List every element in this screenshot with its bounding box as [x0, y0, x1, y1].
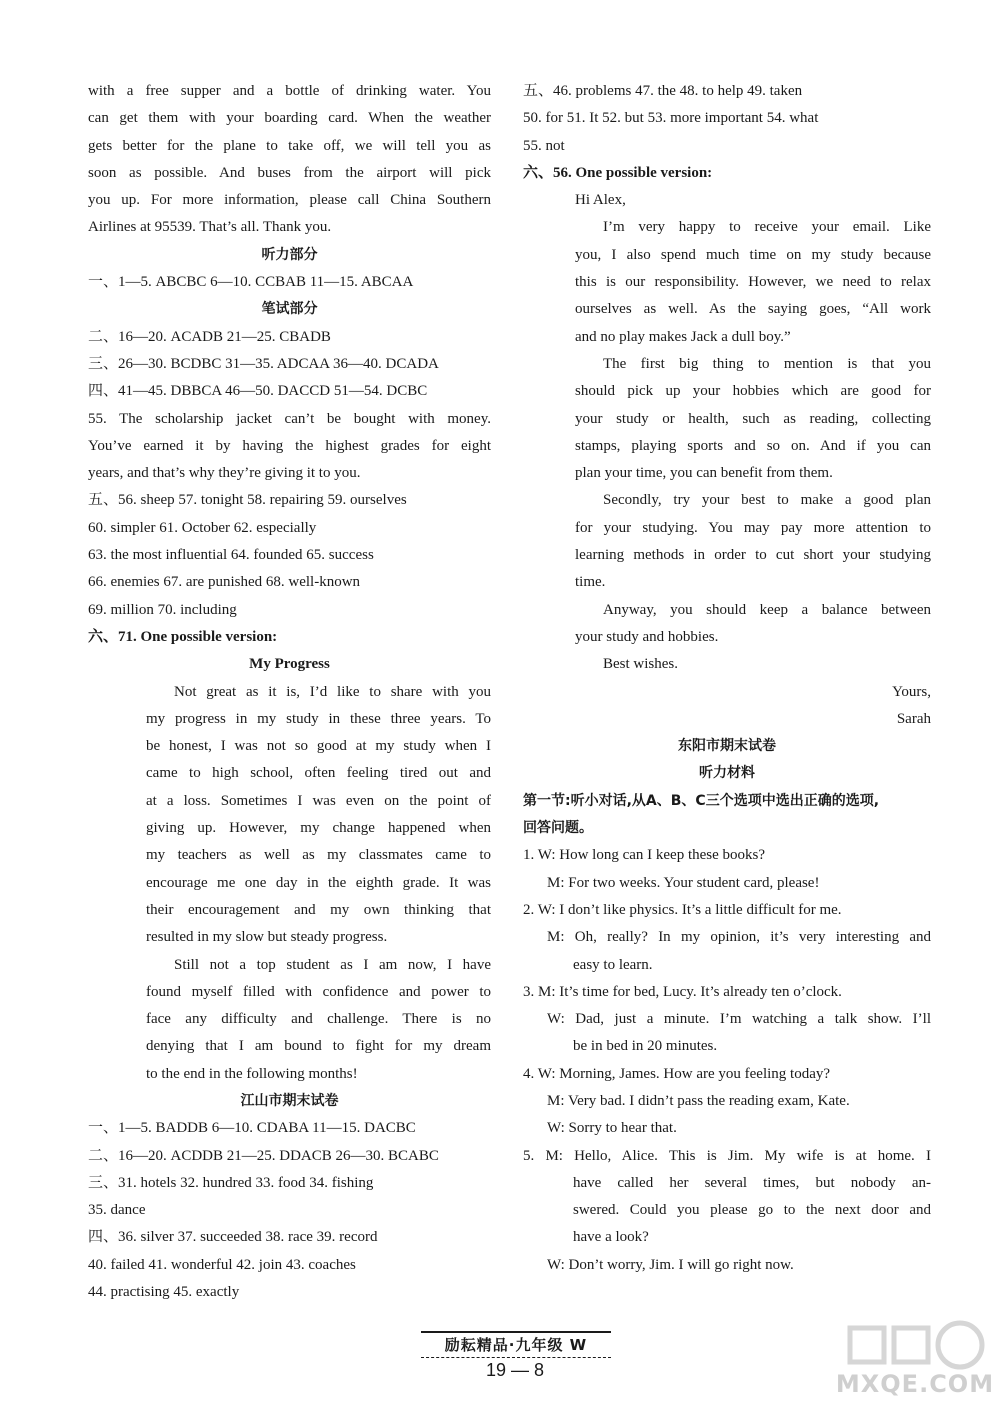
left-line: 69. million 70. including: [88, 601, 237, 618]
right-line: plan your time, you can benefit from them.: [575, 465, 833, 482]
right-line: Hi Alex,: [575, 192, 626, 209]
right-line: 5. M: Hello, Alice. This is Jim. My wife is at home. I: [523, 1147, 931, 1164]
right-line: The first big thing to mention is that you: [603, 355, 931, 372]
left-line: 江山市期末试卷: [240, 1092, 339, 1109]
left-line: 35. dance: [88, 1202, 146, 1219]
right-line: M: Very bad. I didn’t pass the reading exam, Kate.: [547, 1092, 850, 1109]
right-line: 听力材料: [699, 765, 755, 782]
left-line: 三、26—30. BCDBC 31—35. ADCAA 36—40. DCADA: [88, 355, 439, 372]
left-line: to the end in the following months!: [146, 1065, 358, 1082]
left-line: 60. simpler 61. October 62. especially: [88, 519, 317, 536]
left-line: 一、1—5. BADDB 6—10. CDABA 11—15. DACBC: [88, 1120, 416, 1137]
right-line: Anyway, you should keep a balance between: [603, 601, 931, 618]
right-line: W: Sorry to hear that.: [547, 1120, 677, 1137]
left-line: 66. enemies 67. are punished 68. well-known: [88, 574, 361, 591]
right-line: 3. M: It’s time for bed, Lucy. It’s already ten o’clock.: [523, 983, 842, 1000]
right-line: easy to learn.: [573, 956, 653, 973]
left-line: denying that I am bound to fight for my dream: [146, 1038, 491, 1055]
right-line: 东阳市期末试卷: [678, 738, 776, 755]
book-series-title: 励耘精品·九年级 W: [421, 1331, 611, 1358]
left-line: 笔试部分: [261, 301, 318, 318]
left-line: 55. The scholarship jacket can’t be bought with money.: [88, 410, 491, 427]
watermark-text: MXQE.COM: [835, 1370, 995, 1398]
right-line: Yours,: [892, 683, 931, 700]
left-line: soon as possible. And buses from the airport will pick: [88, 164, 491, 181]
right-line: 4. W: Morning, James. How are you feeling today?: [523, 1065, 831, 1082]
left-line: their encouragement and my own thinking that: [146, 901, 491, 918]
right-line: 55. not: [523, 137, 565, 154]
right-line: 五、46. problems 47. the 48. to help 49. taken: [523, 83, 803, 99]
left-line: at a loss. Sometimes I was even on the point of: [146, 792, 491, 809]
left-line: can get them with your boarding card. When the weather: [88, 110, 491, 127]
left-line: 四、36. silver 37. succeeded 38. race 39. record: [88, 1229, 378, 1246]
right-line: Secondly, try your best to make a good plan: [603, 492, 931, 509]
left-line: 五、56. sheep 57. tonight 58. repairing 59. ourselves: [88, 492, 407, 509]
right-line: W: Dad, just a minute. I’m watching a talk show. I’ll: [547, 1011, 931, 1028]
right-line: ourselves as well. As the saying goes, “All work: [575, 301, 931, 318]
watermark: [830, 1320, 1000, 1405]
right-line: your study and hobbies.: [575, 628, 719, 645]
left-line: 二、16—20. ACDDB 21—25. DDACB 26—30. BCABC: [88, 1147, 439, 1164]
right-line: your study or health, such as reading, collecting: [575, 410, 931, 427]
right-line: learning methods in order to cut short your studying: [575, 547, 931, 564]
right-line: 2. W: I don’t like physics. It’s a little difficult for me.: [523, 901, 842, 918]
left-line: gets better for the plane to take off, we will tell you as: [88, 137, 491, 154]
left-line: 六、71. One possible version:: [88, 628, 278, 645]
right-line: I’m very happy to receive your email. Like: [603, 219, 931, 236]
left-line: face any difficulty and challenge. There is no: [146, 1011, 491, 1028]
left-line: 44. practising 45. exactly: [88, 1284, 240, 1301]
right-line: should pick up your hobbies which are good for: [575, 383, 931, 400]
left-line: my progress in my study in these three years. To: [146, 710, 491, 727]
page-number: 19 — 8: [485, 1360, 545, 1380]
right-line: you, I also spend much time on my study because: [575, 246, 931, 263]
left-line: years, and that’s why they’re giving it to you.: [88, 465, 361, 482]
left-line: 三、31. hotels 32. hundred 33. food 34. fishing: [88, 1174, 374, 1191]
left-line: My Progress: [249, 656, 330, 673]
right-line: 1. W: How long can I keep these books?: [523, 847, 766, 864]
right-line: have called her several times, but nobody an-: [573, 1174, 931, 1191]
right-line: Sarah: [896, 710, 931, 727]
left-line: 听力部分: [261, 246, 318, 263]
left-line: 二、16—20. ACADB 21—25. CBADB: [88, 328, 331, 345]
right-line: swered. Could you please go to the next door and: [573, 1202, 931, 1219]
right-column: [523, 78, 931, 1279]
left-line: encourage me one day in the eighth grade. It was: [146, 874, 491, 891]
left-line: Not great as it is, I’d like to share with you: [174, 683, 491, 700]
right-line: 六、56. One possible version:: [523, 164, 713, 181]
right-line: W: Don’t worry, Jim. I will go right now.: [547, 1256, 794, 1273]
left-line: 一、1—5. ABCBC 6—10. CCBAB 11—15. ABCAA: [88, 274, 414, 291]
left-column: [88, 78, 491, 1306]
left-line: 40. failed 41. wonderful 42. join 43. coaches: [88, 1256, 356, 1273]
left-line: 63. the most influential 64. founded 65. success: [88, 547, 374, 564]
left-line: be honest, I was not so good at my study when I: [146, 738, 491, 755]
right-line: 第一节:听小对话,从A、B、C三个选项中选出正确的选项,: [523, 792, 880, 809]
right-line: Best wishes.: [603, 656, 678, 673]
left-line: you up. For more information, please call China Southern: [88, 192, 491, 209]
right-line: this is our responsibility. However, we need to relax: [575, 274, 931, 291]
left-line: came to high school, often feeling tired out and: [146, 765, 491, 782]
right-line: for your studying. You may pay more attention to: [575, 519, 931, 536]
right-line: have a look?: [573, 1229, 649, 1246]
right-line: M: For two weeks. Your student card, please!: [547, 874, 820, 891]
watermark-logo-icon: [830, 1320, 1000, 1370]
left-line: Airlines at 95539. That’s all. Thank you.: [88, 219, 332, 236]
right-line: 回答问题。: [523, 820, 593, 837]
right-line: time.: [575, 574, 606, 591]
right-line: stamps, playing sports and so on. And if you can: [575, 437, 931, 454]
right-line: 50. for 51. It 52. but 53. more important 54. what: [523, 110, 819, 127]
left-line: with a free supper and a bottle of drinking water. You: [88, 83, 491, 99]
left-line: 四、41—45. DBBCA 46—50. DACCD 51—54. DCBC: [88, 383, 428, 400]
left-line: found myself filled with confidence and power to: [146, 983, 491, 1000]
right-line: M: Oh, really? In my opinion, it’s very interesting and: [547, 929, 931, 946]
left-line: Still not a top student as I am now, I have: [174, 956, 491, 973]
right-line: and no play makes Jack a dull boy.”: [575, 328, 791, 345]
left-line: You’ve earned it by having the highest grades for eight: [88, 437, 491, 454]
left-line: resulted in my slow but steady progress.: [146, 929, 388, 946]
left-line: giving up. However, my change happened when: [146, 820, 491, 837]
left-line: my teachers as well as my classmates came to: [146, 847, 491, 864]
right-line: be in bed in 20 minutes.: [573, 1038, 718, 1055]
